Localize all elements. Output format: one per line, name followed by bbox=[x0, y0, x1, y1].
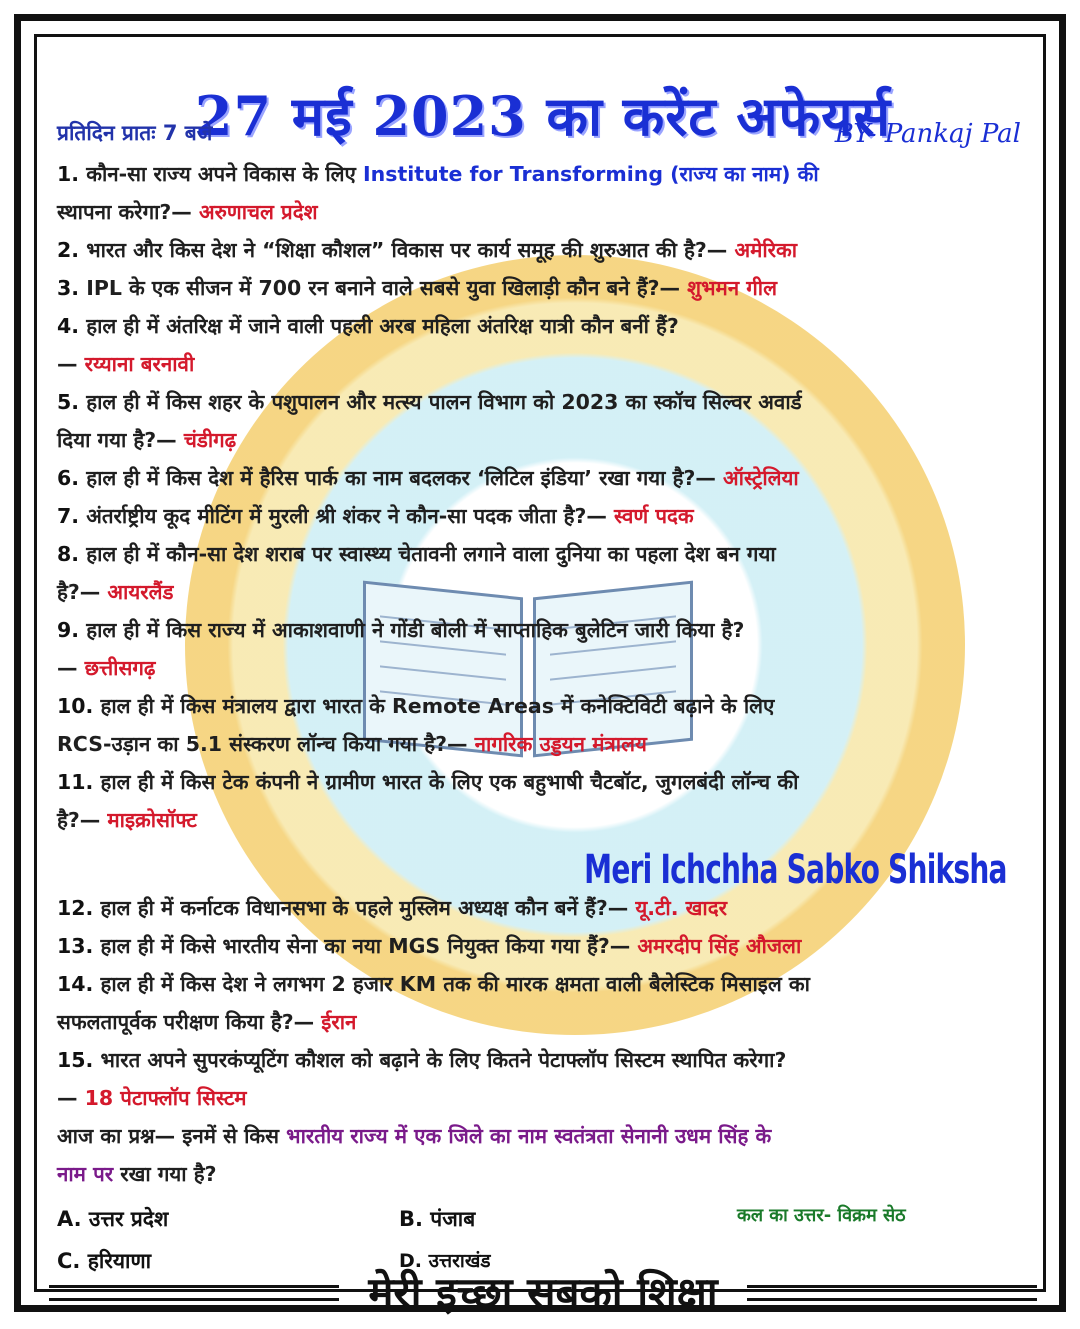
answer: आयरलैंड bbox=[107, 580, 174, 604]
question-number: 15. bbox=[57, 1048, 94, 1072]
answer: शुभमन गील bbox=[687, 276, 777, 300]
option-a: A. उत्तर प्रदेश bbox=[57, 1207, 169, 1231]
question-15 bbox=[57, 1041, 1047, 1117]
question-5 bbox=[57, 383, 1047, 459]
question-text: रखा गया है? bbox=[113, 1162, 217, 1186]
question-text: हाल ही में किस देश ने लगभग 2 हजार KM तक की मारक क्षमता वाली बैलेस्टिक मिसाइल का bbox=[100, 972, 810, 996]
question-text: कौन-सा राज्य अपने विकास के लिए bbox=[86, 162, 364, 186]
dash: — bbox=[57, 656, 85, 680]
question-number: 9. bbox=[57, 618, 80, 642]
question-text: स्थापना करेगा?— bbox=[57, 200, 199, 224]
question-text: हाल ही में किस शहर के पशुपालन और मत्स्य पालन विभाग को 2023 का स्कॉच सिल्वर अवार्ड bbox=[86, 390, 802, 414]
content-frame bbox=[34, 34, 1046, 1317]
answer: रय्याना बरनावी bbox=[84, 352, 195, 376]
answer: चंडीगढ़ bbox=[183, 428, 237, 452]
question-number: 12. bbox=[57, 896, 94, 920]
question-number: 3. bbox=[57, 276, 80, 300]
answer: अमेरिका bbox=[734, 238, 798, 262]
question-text: भारत और किस देश ने “शिक्षा कौशल” विकास पर कार्य समूह की शुरुआत की है?— bbox=[86, 238, 735, 262]
question-12 bbox=[57, 889, 1047, 927]
question-number: 11. bbox=[57, 770, 94, 794]
dash: — bbox=[57, 1086, 85, 1110]
question-text: अंतर्राष्ट्रीय कूद मीटिंग में मुरली श्री शंकर ने कौन-सा पदक जीता है?— bbox=[86, 504, 614, 528]
question-10 bbox=[57, 687, 1047, 763]
daily-time: प्रतिदिन प्रातः 7 बजे bbox=[57, 121, 213, 145]
question-number: 13. bbox=[57, 934, 94, 958]
question-3 bbox=[57, 269, 1047, 307]
question-number: 2. bbox=[57, 238, 80, 262]
yesterday-answer: कल का उत्तर- विक्रम सेठ bbox=[737, 1205, 906, 1226]
answer: 18 पेटाफ्लॉप सिस्टम bbox=[84, 1086, 247, 1110]
option-d: D. उत्तराखंड bbox=[399, 1250, 491, 1272]
question-text: IPL के एक सीजन में 700 रन बनाने वाले सबसे युवा खिलाड़ी कौन बने हैं?— bbox=[86, 276, 688, 300]
question-11 bbox=[57, 763, 1047, 839]
footer-slogan: मेरी इच्छा सबको शिक्षा bbox=[368, 1268, 718, 1317]
byline: BY- Pankaj Pal bbox=[834, 119, 1021, 149]
question-text: सफलतापूर्वक परीक्षण किया है?— bbox=[57, 1010, 322, 1034]
question-2 bbox=[57, 231, 1047, 269]
question-4 bbox=[57, 307, 1047, 383]
question-text: हाल ही में किस देश में हैरिस पार्क का नाम बदलकर ‘लिटिल इंडिया’ रखा गया है?— bbox=[86, 466, 724, 490]
question-text: नाम पर bbox=[57, 1162, 114, 1186]
question-text: हाल ही में किस राज्य में आकाशवाणी ने गोंडी बोली में साप्ताहिक बुलेटिन जारी किया है? bbox=[86, 618, 745, 642]
question-number: 6. bbox=[57, 466, 80, 490]
dash: — bbox=[57, 352, 85, 376]
question-text: है?— bbox=[57, 580, 108, 604]
question-14 bbox=[57, 965, 1047, 1041]
question-number: 7. bbox=[57, 504, 80, 528]
footer bbox=[37, 1269, 1049, 1329]
answer: अरुणाचल प्रदेश bbox=[198, 200, 318, 224]
question-13 bbox=[57, 927, 1047, 965]
answer: नागरिक उड्डयन मंत्रालय bbox=[474, 732, 647, 756]
answer: छत्तीसगढ़ bbox=[84, 656, 156, 680]
answer: ऑस्ट्रेलिया bbox=[723, 466, 799, 490]
brand-name: Meri Ichchha Sabko Shiksha bbox=[584, 847, 1007, 893]
question-text: हाल ही में किसे भारतीय सेना का नया MGS नियुक्त किया गया हैं?— bbox=[100, 934, 638, 958]
question-number: 5. bbox=[57, 390, 80, 414]
question-text: Institute for Transforming (राज्य का नाम) की bbox=[363, 162, 819, 186]
question-number: 1. bbox=[57, 162, 80, 186]
question-text: हाल ही में कौन-सा देश शराब पर स्वास्थ्य चेतावनी लगाने वाला दुनिया का पहला देश बन गया bbox=[86, 542, 776, 566]
question-text: आज का प्रश्न— इनमें से किस bbox=[57, 1124, 287, 1148]
question-9 bbox=[57, 611, 1047, 687]
question-text: भारत अपने सुपरकंप्यूटिंग कौशल को बढ़ाने के लिए कितने पेटाफ्लॉप सिस्टम स्थापित करेगा? bbox=[100, 1048, 787, 1072]
question-text: हाल ही में किस मंत्रालय द्वारा भारत के Remote Areas में कनेक्टिविटी बढ़ाने के लिए bbox=[100, 694, 775, 718]
question-8 bbox=[57, 535, 1047, 611]
question-text: RCS-उड़ान का 5.1 संस्करण लॉन्च किया गया है?— bbox=[57, 732, 475, 756]
answer: यू.टी. खादर bbox=[635, 896, 727, 920]
question-text: भारतीय राज्य में एक जिले का नाम स्वतंत्रता सेनानी उधम सिंह के bbox=[286, 1124, 772, 1148]
todays-question bbox=[57, 1117, 1047, 1193]
question-text: हाल ही में किस टेक कंपनी ने ग्रामीण भारत के लिए एक बहुभाषी चैटबॉट, जुगलबंदी लॉन्च की bbox=[100, 770, 799, 794]
answer: ईरान bbox=[321, 1010, 357, 1034]
question-text: दिया गया है?— bbox=[57, 428, 184, 452]
question-number: 4. bbox=[57, 314, 80, 338]
page-title: 27 मई 2023 का करेंट अफेयर्स bbox=[194, 84, 892, 148]
question-text: हाल ही में अंतरिक्ष में जाने वाली पहली अरब महिला अंतरिक्ष यात्री कौन बनीं हैं? bbox=[86, 314, 679, 338]
answer: माइक्रोसॉफ्ट bbox=[107, 808, 197, 832]
question-text: हाल ही में कर्नाटक विधानसभा के पहले मुस्लिम अध्यक्ष कौन बनें हैं?— bbox=[100, 896, 636, 920]
option-b: B. पंजाब bbox=[399, 1207, 476, 1231]
question-number: 10. bbox=[57, 694, 94, 718]
option-c: C. हरियाणा bbox=[57, 1249, 152, 1273]
question-6 bbox=[57, 459, 1047, 497]
answer: स्वर्ण पदक bbox=[614, 504, 694, 528]
question-1 bbox=[57, 155, 1047, 231]
question-number: 14. bbox=[57, 972, 94, 996]
question-text: है?— bbox=[57, 808, 108, 832]
question-7 bbox=[57, 497, 1047, 535]
answer: अमरदीप सिंह औजला bbox=[637, 934, 802, 958]
question-number: 8. bbox=[57, 542, 80, 566]
